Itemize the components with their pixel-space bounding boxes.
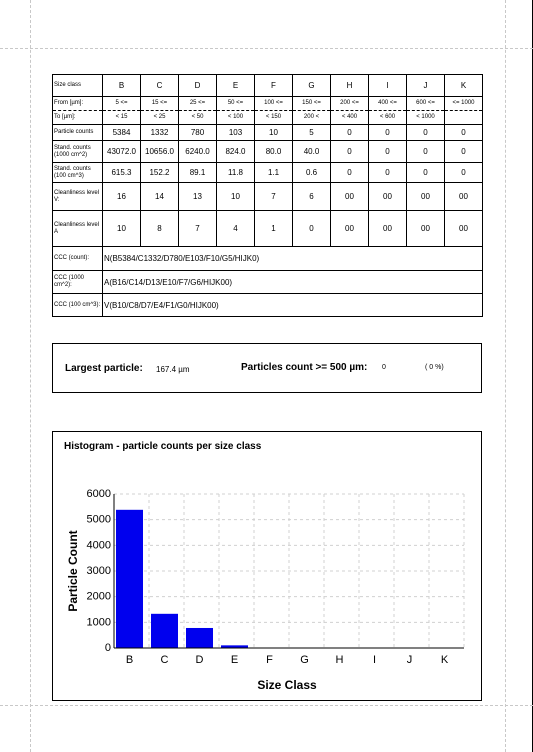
- histogram-chart: [53, 432, 481, 700]
- clean-a-cell: 8: [141, 211, 179, 247]
- to-row: [53, 111, 483, 125]
- stand-1000-cell: 6240.0: [179, 141, 217, 163]
- clean-v-cell: 6: [293, 183, 331, 211]
- clean-a-cell: 7: [179, 211, 217, 247]
- stand-100-cell: 152.2: [141, 163, 179, 183]
- class-header: D: [179, 75, 217, 97]
- from-cell: <= 1000: [445, 97, 483, 111]
- from-cell: 5 <=: [103, 97, 141, 111]
- to-cell: [445, 111, 483, 125]
- clean-a-cell: 00: [331, 211, 369, 247]
- count-cell: 0: [331, 125, 369, 141]
- count-cell: 0: [445, 125, 483, 141]
- count-cell: 103: [217, 125, 255, 141]
- clean-v-cell: 10: [217, 183, 255, 211]
- to-cell: < 1000: [407, 111, 445, 125]
- count-cell: 10: [255, 125, 293, 141]
- stand-1000-label: Stand. counts (1000 cm^2): [53, 141, 103, 163]
- class-header: C: [141, 75, 179, 97]
- stand-100-cell: 1.1: [255, 163, 293, 183]
- clean-a-cell: 00: [407, 211, 445, 247]
- count-cell: 0: [407, 125, 445, 141]
- histogram-box: [52, 431, 482, 701]
- ccc-100-label: CCC (100 cm^3):: [53, 294, 103, 317]
- y-tick-label: 0: [104, 642, 111, 654]
- stand-100-label: Stand. counts (100 cm^3): [53, 163, 103, 183]
- stand-1000-cell: 43072.0: [103, 141, 141, 163]
- y-axis-title: Particle Count: [66, 530, 80, 612]
- class-header: B: [103, 75, 141, 97]
- y-tick-label: 5000: [86, 513, 111, 526]
- count-cell: 780: [179, 125, 217, 141]
- ccc-100-row: [53, 294, 483, 317]
- from-label: From [µm]:: [53, 97, 103, 111]
- bar: [186, 628, 213, 648]
- count-cell: 5384: [103, 125, 141, 141]
- ccc-1000-value: A(B16/C14/D13/E10/F7/G6/HIJK00): [103, 271, 483, 294]
- cleanliness-a-label: Cleanliness level A: [53, 211, 103, 247]
- clean-a-cell: 00: [369, 211, 407, 247]
- count-cell: 1332: [141, 125, 179, 141]
- particles-500-label: Particles count >= 500 µm:: [241, 362, 368, 373]
- clean-a-cell: 00: [445, 211, 483, 247]
- cleanliness-v-row: [53, 183, 483, 211]
- to-cell: < 50: [179, 111, 217, 125]
- y-tick-label: 4000: [86, 539, 111, 552]
- histogram-title: Histogram - particle counts per size class: [64, 441, 262, 452]
- x-axis-title: Size Class: [257, 678, 317, 692]
- x-tick-label: G: [300, 654, 309, 666]
- particles-500-percent: ( 0 %): [425, 364, 444, 371]
- clean-v-cell: 00: [369, 183, 407, 211]
- stand-100-cell: 615.3: [103, 163, 141, 183]
- from-cell: 600 <=: [407, 97, 445, 111]
- clean-a-cell: 0: [293, 211, 331, 247]
- stand-1000-cell: 80.0: [255, 141, 293, 163]
- class-header: J: [407, 75, 445, 97]
- from-cell: 400 <=: [369, 97, 407, 111]
- y-tick-label: 1000: [86, 616, 111, 629]
- particles-500-value: 0: [382, 364, 386, 371]
- x-tick-label: I: [372, 654, 377, 666]
- size-class-row: [53, 75, 483, 97]
- stand-1000-cell: 824.0: [217, 141, 255, 163]
- bar: [116, 510, 143, 648]
- from-cell: 200 <=: [331, 97, 369, 111]
- particle-counts-label: Particle counts: [53, 125, 103, 141]
- stand-1000-cell: 40.0: [293, 141, 331, 163]
- to-cell: < 400: [331, 111, 369, 125]
- clean-v-cell: 13: [179, 183, 217, 211]
- x-tick-label: B: [125, 654, 134, 666]
- margin-guide-right: [505, 0, 506, 752]
- ccc-count-value: N(B5384/C1332/D780/E103/F10/G5/HIJK0): [103, 247, 483, 271]
- stand-100-cell: 0: [331, 163, 369, 183]
- stand-100-cell: 0: [369, 163, 407, 183]
- x-tick-label: E: [230, 654, 239, 666]
- stand-1000-cell: 0: [407, 141, 445, 163]
- stand-1000-cell: 10656.0: [141, 141, 179, 163]
- cleanliness-a-row: [53, 211, 483, 247]
- count-cell: 0: [369, 125, 407, 141]
- margin-guide-bottom: [0, 705, 533, 706]
- x-tick-label: C: [160, 654, 169, 666]
- largest-particle-value: 167.4 µm: [156, 365, 190, 374]
- x-tick-label: K: [440, 654, 449, 666]
- margin-guide-left: [30, 0, 31, 752]
- x-tick-label: D: [195, 654, 204, 666]
- clean-v-cell: 00: [331, 183, 369, 211]
- from-cell: 25 <=: [179, 97, 217, 111]
- size-class-label: Size class: [53, 75, 103, 97]
- stand-100-cell: 11.8: [217, 163, 255, 183]
- clean-a-cell: 1: [255, 211, 293, 247]
- largest-particle-label: Largest particle:: [65, 363, 143, 374]
- particle-counts-row: [53, 125, 483, 141]
- from-cell: 15 <=: [141, 97, 179, 111]
- to-cell: 200 <: [293, 111, 331, 125]
- from-row: [53, 97, 483, 111]
- clean-v-cell: 7: [255, 183, 293, 211]
- class-header: F: [255, 75, 293, 97]
- stand-100-cell: 0: [407, 163, 445, 183]
- stand-100-row: [53, 163, 483, 183]
- cleanliness-v-label: Cleanliness level V:: [53, 183, 103, 211]
- stand-1000-cell: 0: [445, 141, 483, 163]
- to-cell: < 25: [141, 111, 179, 125]
- particle-summary-box: [52, 343, 482, 393]
- class-header: G: [293, 75, 331, 97]
- class-header: H: [331, 75, 369, 97]
- bar: [151, 614, 178, 648]
- x-tick-label: H: [335, 654, 344, 666]
- stand-100-cell: 0: [445, 163, 483, 183]
- from-cell: 50 <=: [217, 97, 255, 111]
- to-cell: < 600: [369, 111, 407, 125]
- x-tick-label: F: [266, 654, 273, 666]
- clean-a-cell: 4: [217, 211, 255, 247]
- clean-a-cell: 10: [103, 211, 141, 247]
- y-tick-label: 3000: [86, 565, 111, 577]
- size-class-table: [52, 74, 483, 317]
- ccc-count-row: [53, 247, 483, 271]
- x-tick-label: J: [406, 654, 413, 666]
- clean-v-cell: 00: [445, 183, 483, 211]
- y-tick-label: 2000: [86, 590, 111, 603]
- clean-v-cell: 14: [141, 183, 179, 211]
- clean-v-cell: 00: [407, 183, 445, 211]
- to-cell: < 100: [217, 111, 255, 125]
- stand-1000-cell: 0: [331, 141, 369, 163]
- ccc-count-label: CCC (count):: [53, 247, 103, 271]
- class-header: K: [445, 75, 483, 97]
- stand-1000-row: [53, 141, 483, 163]
- stand-100-cell: 89.1: [179, 163, 217, 183]
- to-cell: < 150: [255, 111, 293, 125]
- count-cell: 5: [293, 125, 331, 141]
- ccc-1000-row: [53, 271, 483, 294]
- from-cell: 100 <=: [255, 97, 293, 111]
- clean-v-cell: 16: [103, 183, 141, 211]
- from-cell: 150 <=: [293, 97, 331, 111]
- class-header: E: [217, 75, 255, 97]
- ccc-1000-label: CCC (1000 cm^2):: [53, 271, 103, 294]
- margin-guide-top: [0, 48, 533, 49]
- y-tick-label: 6000: [86, 488, 111, 500]
- stand-1000-cell: 0: [369, 141, 407, 163]
- class-header: I: [369, 75, 407, 97]
- to-label: To [µm]:: [53, 111, 103, 125]
- to-cell: < 15: [103, 111, 141, 125]
- stand-100-cell: 0.6: [293, 163, 331, 183]
- ccc-100-value: V(B10/C8/D7/E4/F1/G0/HIJK00): [103, 294, 483, 317]
